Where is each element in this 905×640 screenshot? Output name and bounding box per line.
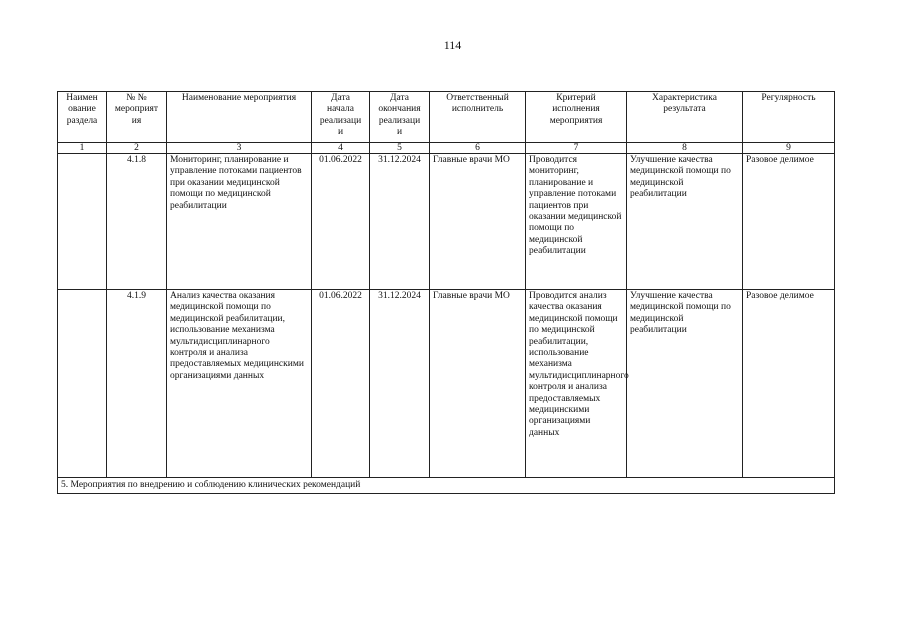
cell-result: Улучшение качества медицинской помощи по медицинской реабилитации: [627, 290, 743, 478]
cell-executor: Главные врачи МО: [430, 154, 526, 290]
column-number: 8: [627, 143, 743, 154]
table-row: [58, 154, 835, 290]
measures-table: [57, 91, 835, 494]
header-row: [58, 92, 835, 143]
header-cell: Наимен ование раздела: [58, 92, 107, 143]
column-number: 7: [526, 143, 627, 154]
header-cell: Критерий исполнения мероприятия: [526, 92, 627, 143]
cell-result: Улучшение качества медицинской помощи по медицинской реабилитации: [627, 154, 743, 290]
header-cell: Регулярность: [743, 92, 835, 143]
cell-name: Анализ качества оказания медицинской помощи по медицинской реабилитации, использование механизма мультидисциплинарного контроля и анализа предоставляемых медицинскими организациями данных: [167, 290, 312, 478]
column-number: 2: [107, 143, 167, 154]
cell-regularity: Разовое делимое: [743, 290, 835, 478]
table-row: [58, 290, 835, 478]
column-number: 6: [430, 143, 526, 154]
header-cell: № № мероприят ия: [107, 92, 167, 143]
column-number-row: [58, 143, 835, 154]
header-cell: Характеристика результата: [627, 92, 743, 143]
cell-criterion: Проводится мониторинг, планирование и управление потоками пациентов при оказании медицинской помощи по медицинской реабилитации: [526, 154, 627, 290]
section-footer-row: [58, 478, 835, 494]
cell-start-date: 01.06.2022: [312, 154, 370, 290]
cell-section: [58, 154, 107, 290]
header-cell: Дата начала реализаци и: [312, 92, 370, 143]
header-cell: Наименование мероприятия: [167, 92, 312, 143]
header-cell: Дата окончания реализаци и: [370, 92, 430, 143]
cell-start-date: 01.06.2022: [312, 290, 370, 478]
column-number: 9: [743, 143, 835, 154]
cell-executor: Главные врачи МО: [430, 290, 526, 478]
cell-section: [58, 290, 107, 478]
cell-name: Мониторинг, планирование и управление потоками пациентов при оказании медицинской помощи по медицинской реабилитации: [167, 154, 312, 290]
section-title: 5. Мероприятия по внедрению и соблюдению клинических рекомендаций: [58, 478, 835, 494]
cell-regularity: Разовое делимое: [743, 154, 835, 290]
cell-criterion: Проводится анализ качества оказания медицинской помощи по медицинской реабилитации, использование механизма мультидисциплинарного контроля и анализа предоставляемых медицинскими организациями данных: [526, 290, 627, 478]
column-number: 4: [312, 143, 370, 154]
cell-number: 4.1.9: [107, 290, 167, 478]
cell-end-date: 31.12.2024: [370, 154, 430, 290]
column-number: 1: [58, 143, 107, 154]
header-cell: Ответственный исполнитель: [430, 92, 526, 143]
column-number: 5: [370, 143, 430, 154]
cell-end-date: 31.12.2024: [370, 290, 430, 478]
page-number: 114: [443, 38, 462, 52]
column-number: 3: [167, 143, 312, 154]
cell-number: 4.1.8: [107, 154, 167, 290]
